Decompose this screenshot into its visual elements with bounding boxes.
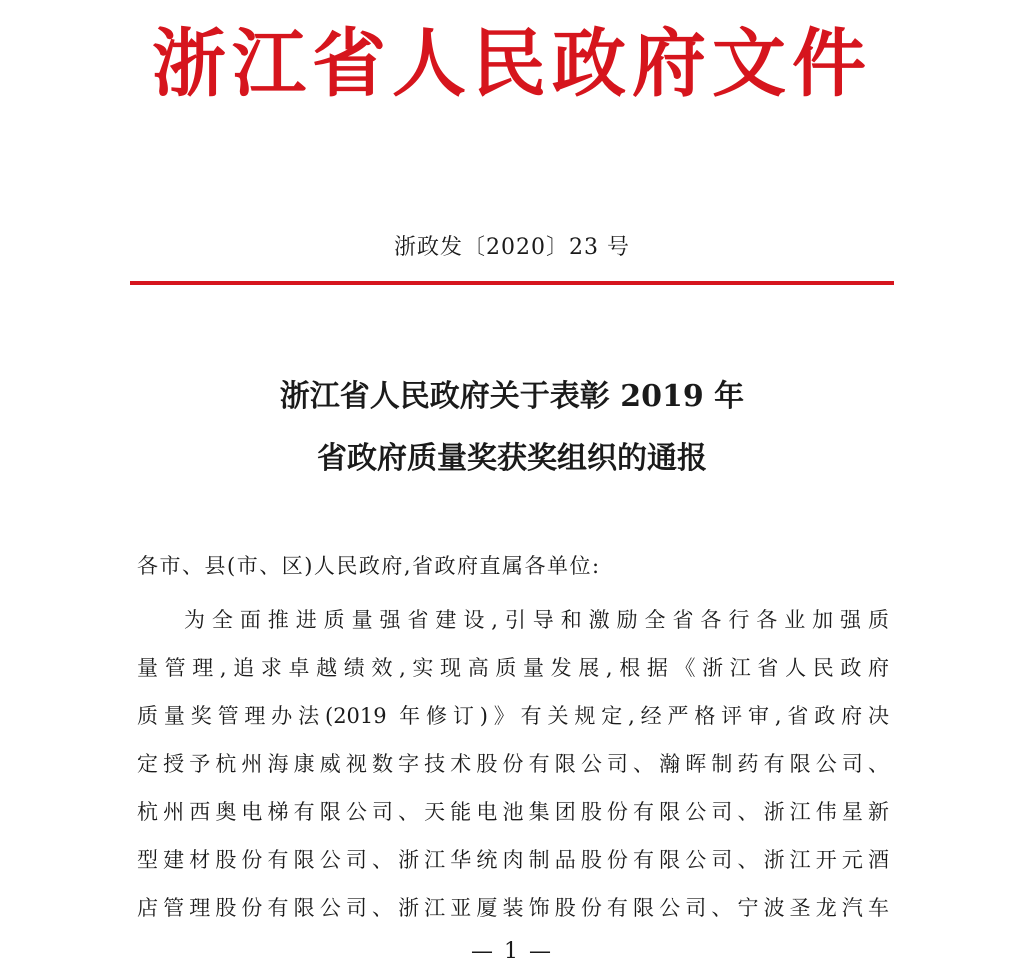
red-divider-line <box>130 281 894 285</box>
body-paragraph-line: 为全面推进质量强省建设,引导和激励全省各行各业加强质 <box>184 608 889 632</box>
body-paragraph-line: 质量奖管理办法(2019 年修订)》有关规定,经严格评审,省政府决 <box>137 704 889 728</box>
document-header-title: 浙江省人民政府文件 <box>152 21 872 107</box>
body-paragraph-line: 杭州西奥电梯有限公司、天能电池集团股份有限公司、浙江伟星新 <box>137 800 889 824</box>
document-number: 浙政发〔2020〕23 号 <box>394 235 630 260</box>
body-paragraph-line: 定授予杭州海康威视数字技术股份有限公司、瀚晖制药有限公司、 <box>137 752 889 776</box>
notice-title-line-2: 省政府质量奖获奖组织的通报 <box>317 441 707 476</box>
body-paragraph-line: 店管理股份有限公司、浙江亚厦装饰股份有限公司、宁波圣龙汽车 <box>137 896 889 920</box>
body-paragraph-line: 量管理,追求卓越绩效,实现高质量发展,根据《浙江省人民政府 <box>137 656 889 680</box>
page-number: — 1 — <box>471 939 553 964</box>
body-paragraph-line: 型建材股份有限公司、浙江华统肉制品股份有限公司、浙江开元酒 <box>137 848 889 872</box>
notice-title-line-1: 浙江省人民政府关于表彰 2019 年 <box>279 379 745 414</box>
salutation: 各市、县(市、区)人民政府,省政府直属各单位: <box>137 554 601 578</box>
